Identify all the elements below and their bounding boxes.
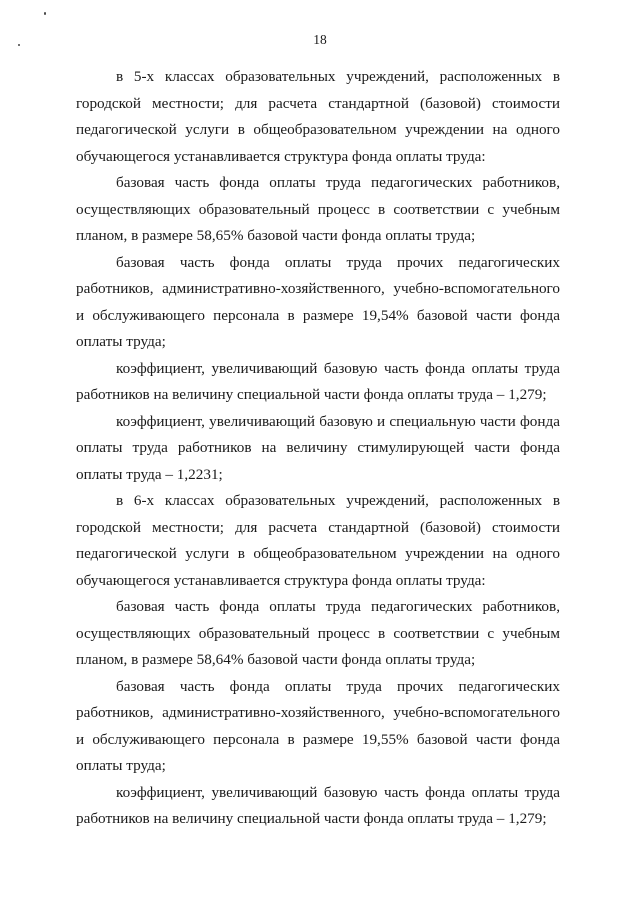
paragraph-grade6-intro: в 6-х классах образовательных учреждений, расположенных в городской местности; для расчета стандартной (базовой) стоимости педагогической услуги в общеобразовательном учреждении на одного обучающегося устанавливается структура фонда оплаты труда: xyxy=(76,492,560,589)
paragraph-grade6-teachers-share: базовая часть фонда оплаты труда педагогических работников, осуществляющих образовательный процесс в соответствии с учебным планом, в размере 58,64% базовой части фонда оплаты труда; xyxy=(76,598,560,668)
paragraph-grade5-teachers-share: базовая часть фонда оплаты труда педагогических работников, осуществляющих образовательный процесс в соответствии с учебным планом, в размере 58,65% базовой части фонда оплаты труда; xyxy=(76,174,560,244)
paragraph-grade6-other-staff-share: базовая часть фонда оплаты труда прочих педагогических работников, административно-хозяйственного, учебно-вспомогательного и обслуживающего персонала в размере 19,55% базовой части фонда оплаты труда; xyxy=(76,677,560,774)
page-number: 18 xyxy=(313,32,327,47)
paragraph-grade5-special-coefficient: коэффициент, увеличивающий базовую часть фонда оплаты труда работников на величину специальной части фонда оплаты труда – 1,279; xyxy=(76,359,560,403)
paragraph-grade5-intro: в 5-х классах образовательных учреждений, расположенных в городской местности; для расчета стандартной (базовой) стоимости педагогической услуги в общеобразовательном учреждении на одного обучающегося устанавливается структура фонда оплаты труда: xyxy=(76,68,560,165)
scan-speck xyxy=(44,12,46,15)
paragraph-grade5-incentive-coefficient: коэффициент, увеличивающий базовую и специальную части фонда оплаты труда работников на величину стимулирующей части фонда оплаты труда – 1,2231; xyxy=(76,412,560,483)
document-body xyxy=(76,64,560,833)
paragraph-grade6-special-coefficient: коэффициент, увеличивающий базовую часть фонда оплаты труда работников на величину специальной части фонда оплаты труда – 1,279; xyxy=(76,783,560,827)
paragraph-grade5-other-staff-share: базовая часть фонда оплаты труда прочих педагогических работников, административно-хозяйственного, учебно-вспомогательного и обслуживающего персонала в размере 19,54% базовой части фонда оплаты труда; xyxy=(76,253,560,350)
